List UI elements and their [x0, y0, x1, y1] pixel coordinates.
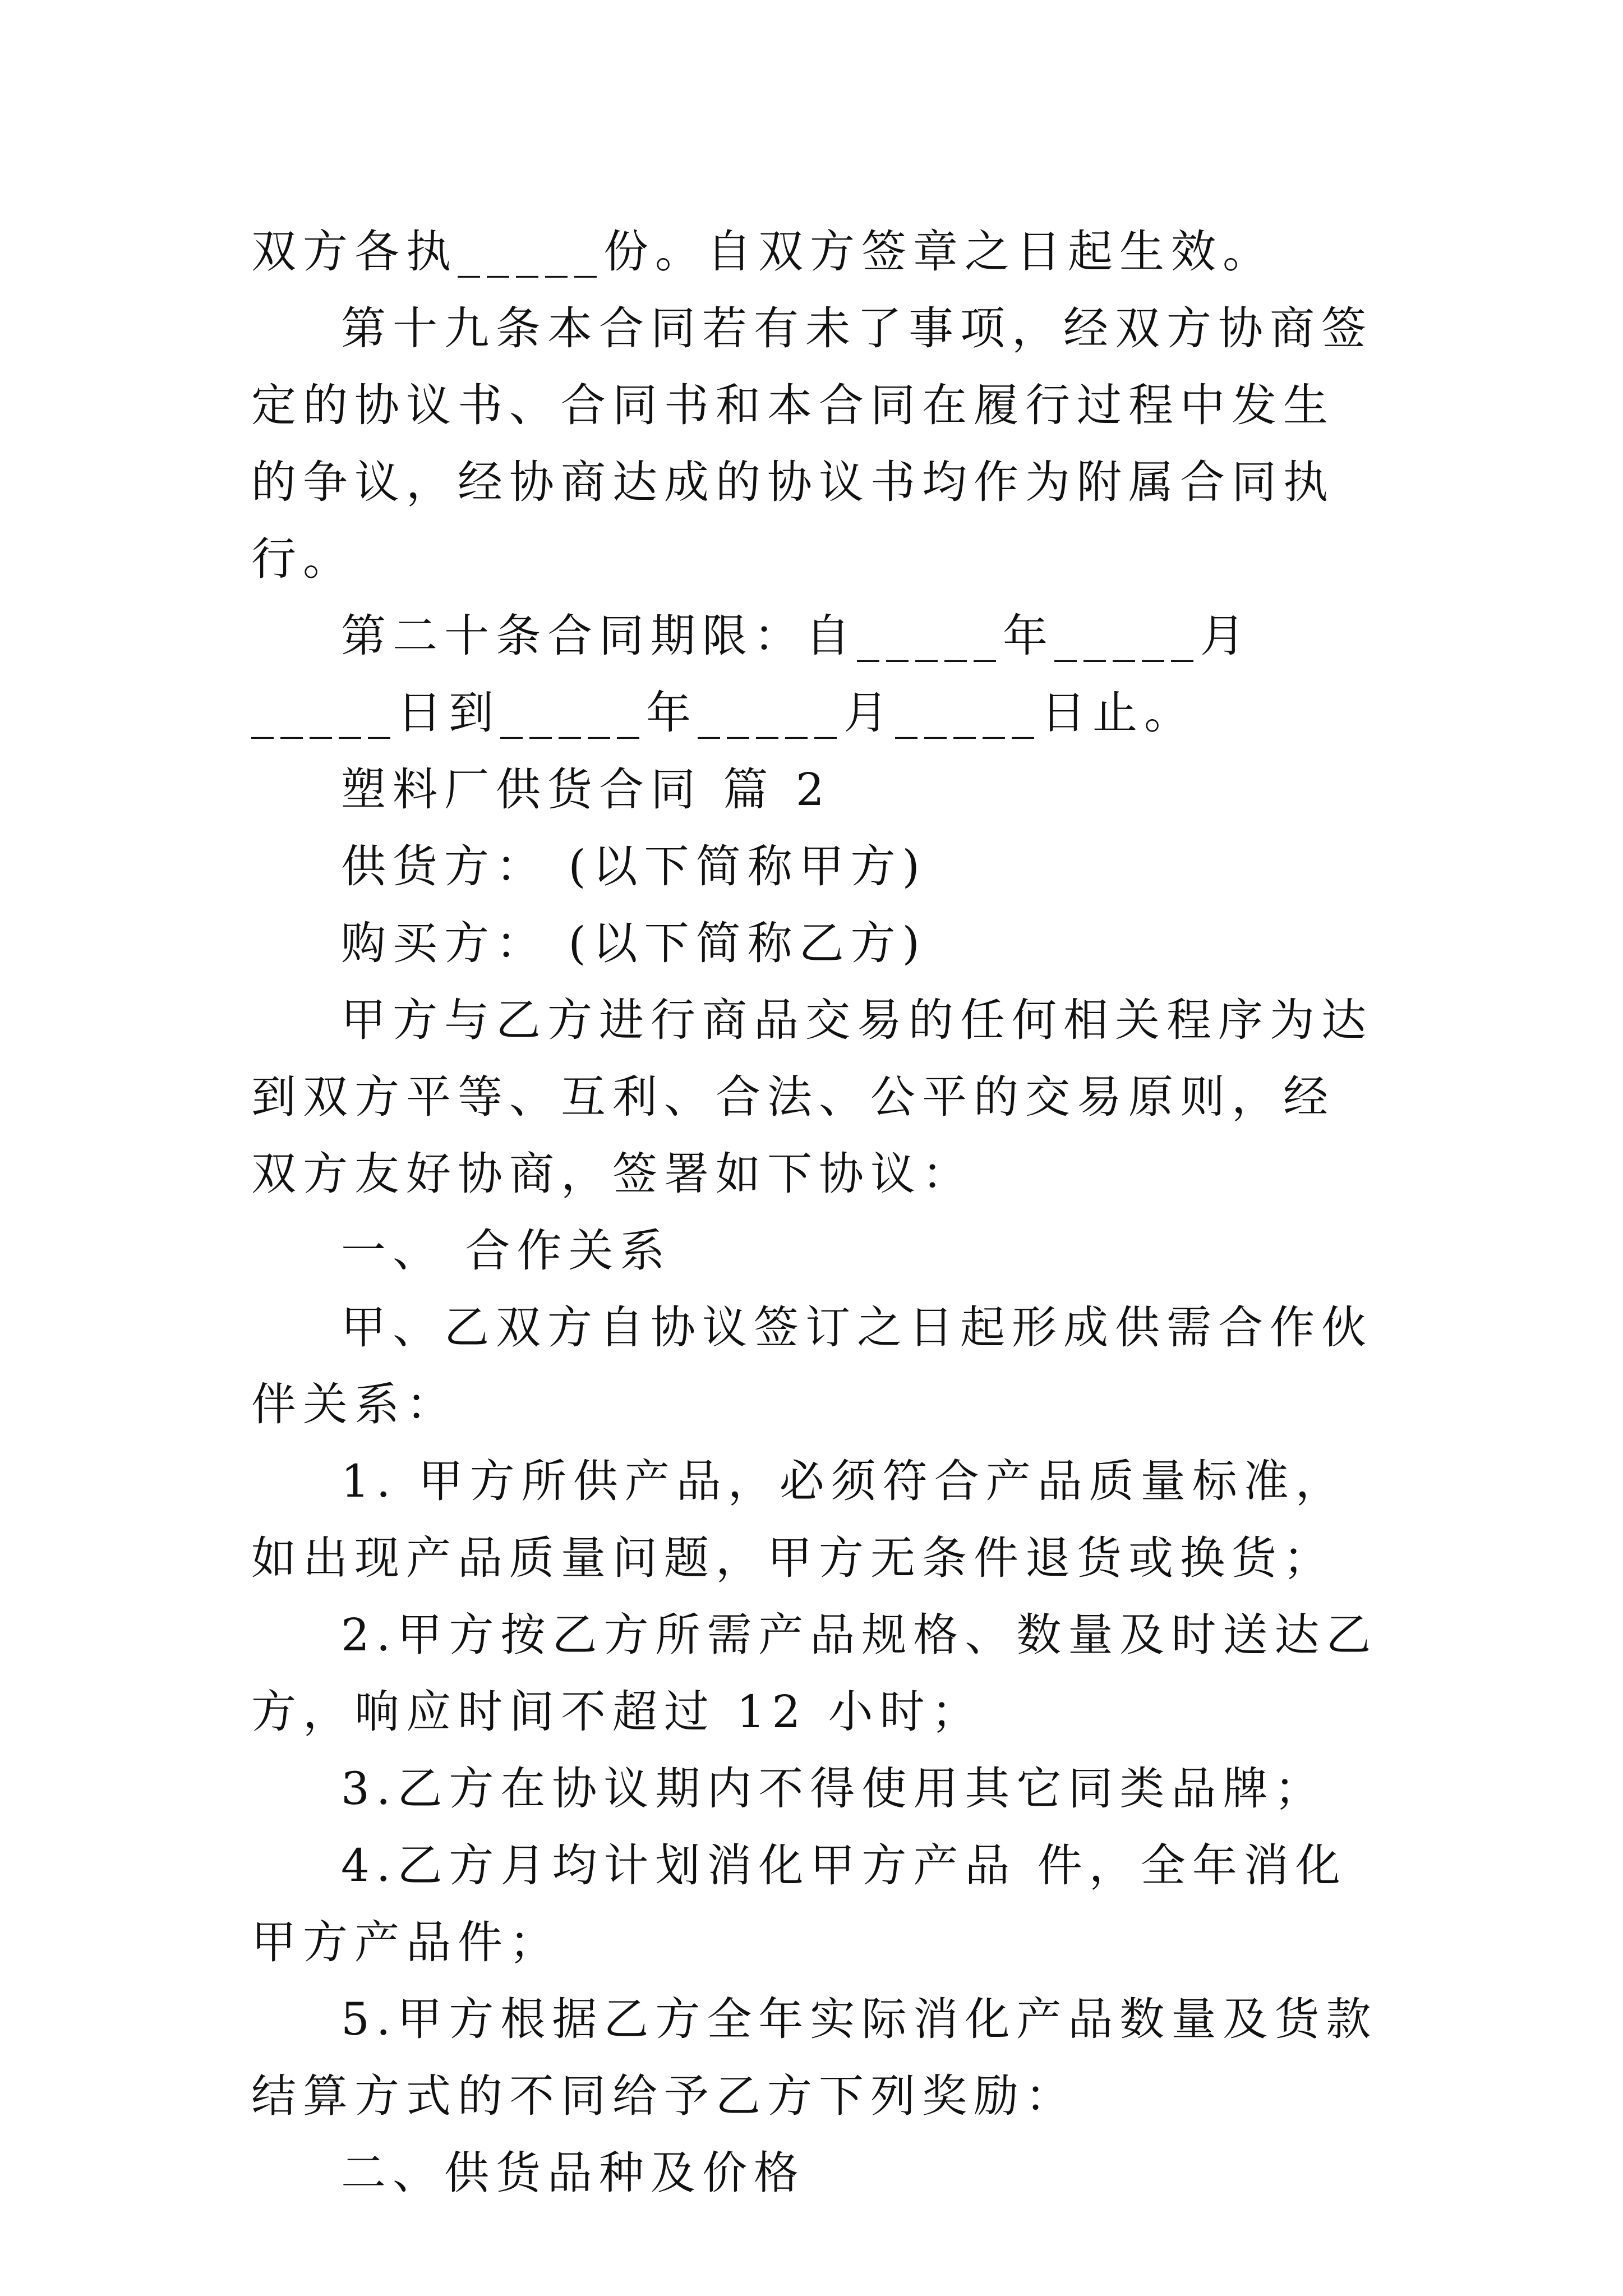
- list-item-1: 1. 甲方所供产品，必须符合产品质量标准，如出现产品质量问题，甲方无条件退货或换货；: [251, 1455, 1347, 1584]
- list-item-5: 5.甲方根据乙方全年实际消化产品数量及货款结算方式的不同给予乙方下列奖励：: [251, 1993, 1378, 2122]
- paragraph-supplier: 供货方： (以下简称甲方): [341, 840, 926, 892]
- paragraph-copies-clause: 双方各执_____份。自双方签章之日起生效。: [251, 226, 1274, 278]
- section-heading-contract-2: 塑料厂供货合同 篇 2: [341, 763, 831, 816]
- paragraph-cooperation-intro: 甲、乙双方自协议签订之日起形成供需合作伙伴关系：: [251, 1301, 1373, 1430]
- section-heading-products-prices: 二、供货品种及价格: [341, 2147, 805, 2199]
- list-item-2: 2.甲方按乙方所需产品规格、数量及时送达乙方，响应时间不超过 12 小时；: [251, 1609, 1378, 1738]
- document-body: [251, 213, 1384, 2211]
- paragraph-article-19: 第十九条本合同若有未了事项，经双方协商签定的协议书、合同书和本合同在履行过程中发生的争议，经协商达成的协议书均作为附属合同执行。: [251, 302, 1373, 585]
- list-item-3: 3.乙方在协议期内不得使用其它同类品牌；: [341, 1763, 1326, 1815]
- paragraph-article-20: 第二十条合同期限：自_____年_____月_____日到_____年_____月_____日止。: [251, 610, 1252, 739]
- list-item-4: 4.乙方月均计划消化甲方产品 件，全年消化甲方产品件；: [251, 1839, 1347, 1968]
- paragraph-buyer: 购买方： (以下简称乙方): [341, 917, 926, 969]
- section-heading-cooperation: 一、 合作关系: [341, 1225, 672, 1277]
- paragraph-preamble: 甲方与乙方进行商品交易的任何相关程序为达到双方平等、互利、合法、公平的交易原则，经双方友好协商，签署如下协议：: [251, 994, 1373, 1200]
